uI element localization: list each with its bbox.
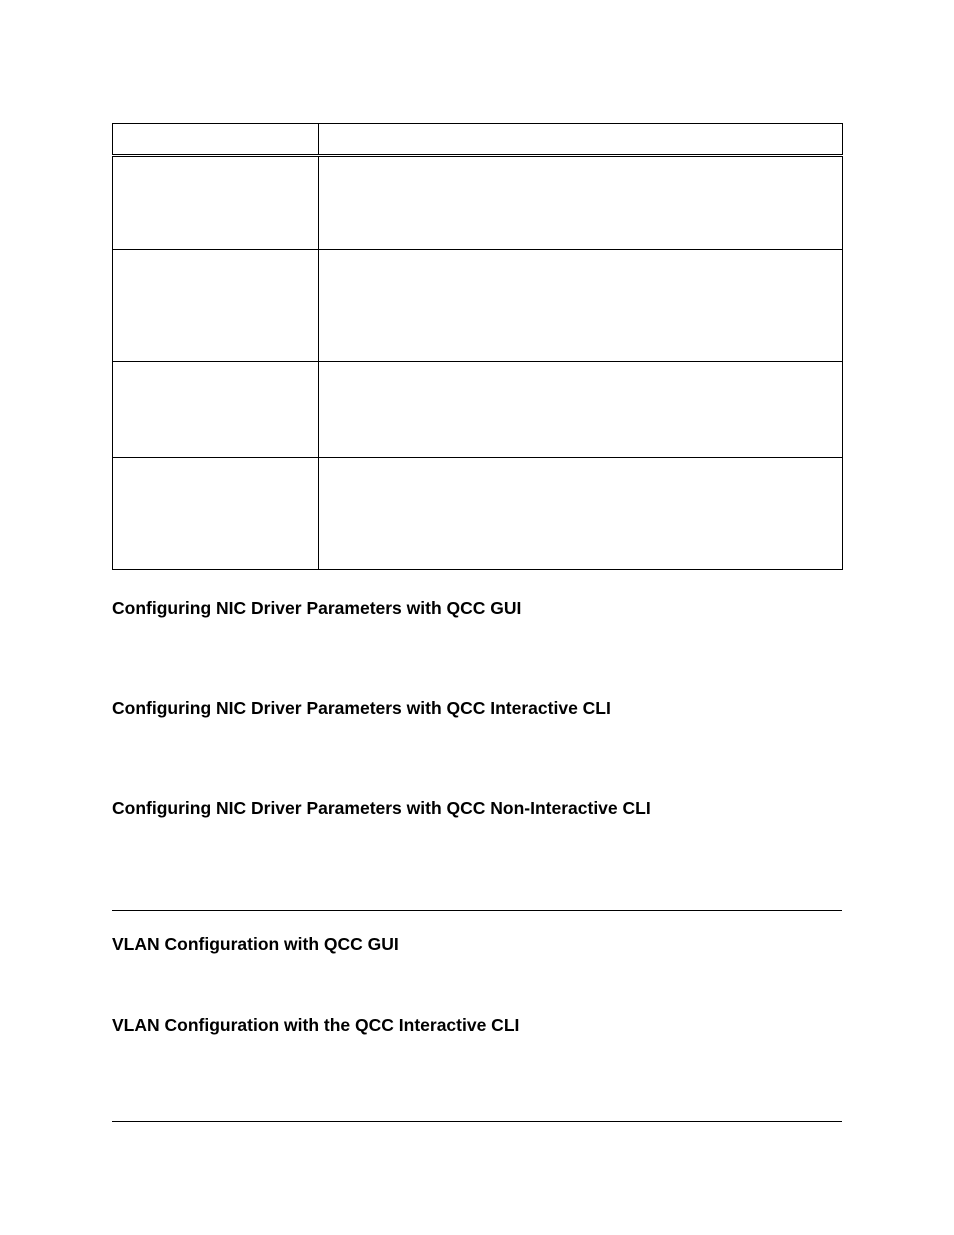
table-cell: [319, 250, 843, 362]
section-divider: [112, 1121, 842, 1122]
section-heading-nic-gui: Configuring NIC Driver Parameters with QCC GUI: [112, 598, 522, 618]
table-cell: [319, 362, 843, 458]
parameters-table: [112, 123, 843, 570]
table-cell: [113, 458, 319, 570]
table-header-cell: [319, 124, 843, 156]
table-row: [113, 458, 843, 570]
section-heading-vlan-interactive-cli: VLAN Configuration with the QCC Interactive CLI: [112, 1015, 520, 1035]
table-header-cell: [113, 124, 319, 156]
table-row: [113, 250, 843, 362]
table-cell: [113, 250, 319, 362]
section-heading-nic-interactive-cli: Configuring NIC Driver Parameters with QCC Interactive CLI: [112, 698, 611, 718]
section-heading-vlan-gui: VLAN Configuration with QCC GUI: [112, 934, 399, 954]
section-heading-nic-noninteractive-cli: Configuring NIC Driver Parameters with QCC Non-Interactive CLI: [112, 798, 651, 818]
table-cell: [113, 156, 319, 250]
table-cell: [319, 156, 843, 250]
table-header-row: [113, 124, 843, 156]
section-divider: [112, 910, 842, 911]
table-cell: [113, 362, 319, 458]
table-row: [113, 156, 843, 250]
table-cell: [319, 458, 843, 570]
table-row: [113, 362, 843, 458]
